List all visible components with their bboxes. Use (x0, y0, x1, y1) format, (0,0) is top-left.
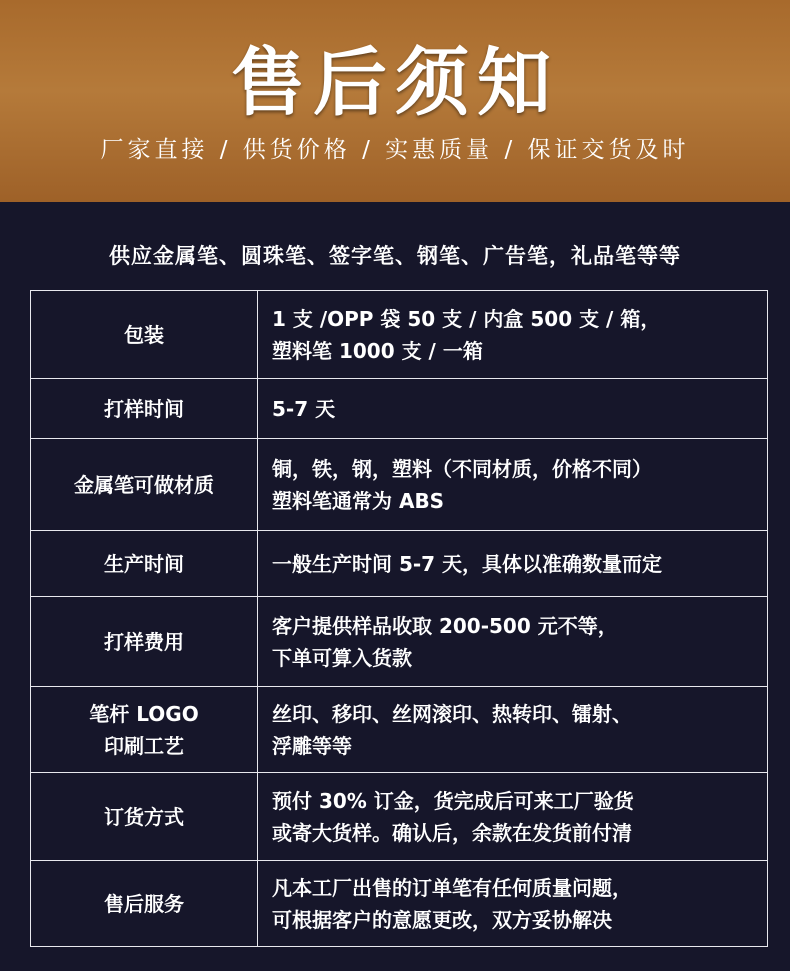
row-label (31, 291, 258, 379)
row-label-line: 打样时间 (104, 396, 184, 421)
row-label-line: 笔杆 LOGO (89, 701, 199, 726)
row-value-line: 铜，铁，钢，塑料（不同材质，价格不同） (272, 456, 652, 481)
row-label-line: 售后服务 (104, 891, 184, 916)
row-value-line: 塑料笔 1000 支 / 一箱 (272, 338, 483, 363)
header-banner (0, 0, 790, 202)
table-row (31, 531, 768, 597)
table-row (31, 597, 768, 687)
row-value-line: 1 支 /OPP 袋 50 支 / 内盒 500 支 / 箱， (272, 306, 661, 331)
row-label (31, 861, 258, 947)
row-value (258, 291, 768, 379)
row-label (31, 531, 258, 597)
row-value (258, 687, 768, 773)
row-value (258, 861, 768, 947)
row-label (31, 773, 258, 861)
page-subtitle: 厂家直接 / 供货价格 / 实惠质量 / 保证交货及时 (100, 137, 690, 163)
table-row (31, 773, 768, 861)
row-label (31, 439, 258, 531)
table-row (31, 291, 768, 379)
table-row (31, 439, 768, 531)
row-value-line: 或寄大货样。确认后，余款在发货前付清 (272, 820, 632, 845)
row-label-line: 金属笔可做材质 (74, 472, 214, 497)
row-label-line: 打样费用 (104, 629, 184, 654)
row-value (258, 439, 768, 531)
row-value-line: 预付 30% 订金，货完成后可来工厂验货 (272, 788, 634, 813)
row-value-line: 可根据客户的意愿更改，双方妥协解决 (272, 907, 612, 932)
row-value (258, 379, 768, 439)
row-value-line: 一般生产时间 5-7 天，具体以准确数量而定 (272, 551, 663, 576)
row-value-line: 5-7 天 (272, 396, 336, 421)
row-value-line: 塑料笔通常为 ABS (272, 488, 445, 513)
table-row (31, 861, 768, 947)
table-row (31, 687, 768, 773)
row-label-line: 生产时间 (104, 551, 184, 576)
row-label (31, 687, 258, 773)
row-label (31, 379, 258, 439)
row-value-line: 凡本工厂出售的订单笔有任何质量问题， (272, 875, 632, 900)
row-value-line: 丝印、移印、丝网滚印、热转印、镭射、 (272, 701, 632, 726)
row-value-line: 下单可算入货款 (272, 645, 412, 670)
intro-text: 供应金属笔、圆珠笔、签字笔、钢笔、广告笔，礼品笔等等 (109, 244, 681, 268)
row-label (31, 597, 258, 687)
row-label-line: 订货方式 (104, 804, 184, 829)
info-table (30, 290, 768, 947)
row-value (258, 531, 768, 597)
row-value-line: 客户提供样品收取 200-500 元不等， (272, 613, 618, 638)
row-label-line: 包装 (124, 322, 164, 347)
row-value (258, 597, 768, 687)
table-row (31, 379, 768, 439)
row-value-line: 浮雕等等 (272, 733, 352, 758)
row-label-line: 印刷工艺 (104, 733, 184, 758)
page-title: 售后须知 (231, 40, 559, 126)
row-value (258, 773, 768, 861)
